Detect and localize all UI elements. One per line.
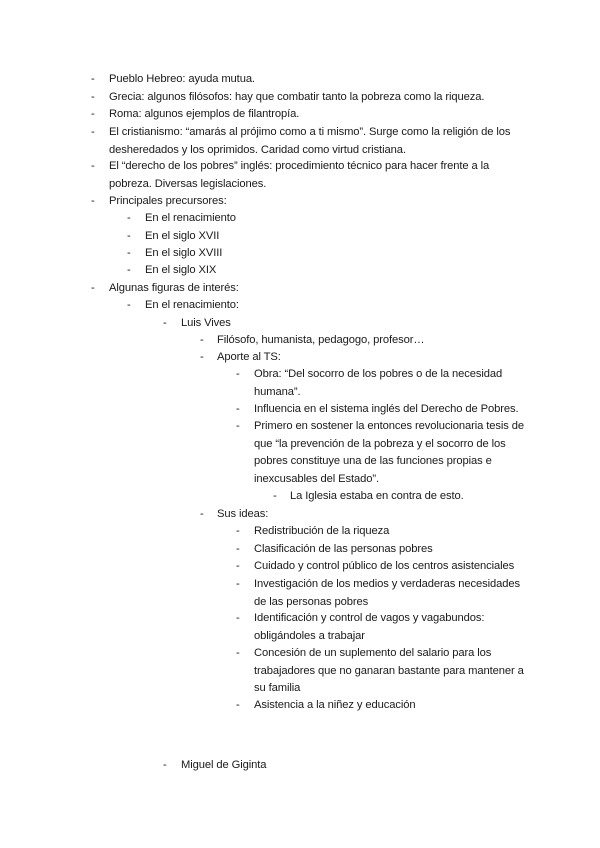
list-item-text: Grecia: algunos filósofos: hay que combatir tanto la pobreza como la riqueza. [109, 91, 485, 103]
bullet-dash: - [236, 368, 240, 380]
list-item-text: El “derecho de los pobres” inglés: procedimiento técnico para hacer frente a la pobreza. Diversas legislaciones. [109, 160, 490, 190]
bullet-dash: - [236, 525, 240, 537]
bullet-dash: - [91, 108, 95, 120]
list-item-text: En el renacimiento [145, 212, 236, 224]
bullet-dash: - [127, 264, 131, 276]
bullet-dash: - [91, 160, 95, 172]
bullet-dash: - [273, 490, 277, 502]
list-item-text: El cristianismo: “amarás al prójimo como a ti mismo”. Surge como la religión de los desheredados y los oprimidos. Caridad como virtud cristiana. [109, 126, 511, 156]
bullet-dash: - [236, 578, 240, 590]
list-item-text: Algunas figuras de interés: [109, 282, 239, 294]
list-item-text: En el siglo XVII [145, 230, 220, 242]
bullet-dash: - [200, 508, 204, 520]
bullet-dash: - [91, 126, 95, 138]
list-item-text: Principales precursores: [109, 195, 227, 207]
bullet-dash: - [127, 247, 131, 259]
bullet-dash: - [127, 212, 131, 224]
bullet-dash: - [236, 699, 240, 711]
list-item-text: Primero en sostener la entonces revolucionaria tesis de que “la prevención de la pobreza y el socorro de los pobres constituye una de las funciones propias e inexcusables del Estado”. [254, 420, 524, 485]
list-item-text: Luis Vives [181, 317, 231, 329]
list-item-text: Roma: algunos ejemplos de filantropía. [109, 108, 300, 120]
bullet-dash: - [236, 420, 240, 432]
bullet-dash: - [236, 647, 240, 659]
list-item-text: Clasificación de las personas pobres [254, 543, 433, 555]
list-item-text: Identificación y control de vagos y vagabundos: obligándoles a trabajar [254, 612, 485, 642]
bullet-dash: - [200, 351, 204, 363]
list-item-text: En el renacimiento: [145, 299, 239, 311]
list-item-text: En el siglo XVIII [145, 247, 223, 259]
bullet-dash: - [127, 299, 131, 311]
list-item-text: Influencia en el sistema inglés del Derecho de Pobres. [254, 403, 519, 415]
list-item-text: Investigación de los medios y verdaderas necesidades de las personas pobres [254, 578, 520, 608]
list-item-text: Filósofo, humanista, pedagogo, profesor… [217, 334, 425, 346]
list-item-text: Miguel de Giginta [181, 759, 267, 771]
list-item-text: Cuidado y control público de los centros asistenciales [254, 560, 515, 572]
bullet-dash: - [127, 230, 131, 242]
list-item-text: Redistribución de la riqueza [254, 525, 390, 537]
bullet-dash: - [163, 317, 167, 329]
list-item-text: Aporte al TS: [217, 351, 281, 363]
bullet-dash: - [200, 334, 204, 346]
list-item-text: Asistencia a la niñez y educación [254, 699, 416, 711]
bullet-dash: - [236, 612, 240, 624]
bullet-dash: - [236, 543, 240, 555]
bullet-dash: - [91, 195, 95, 207]
list-item-text: Pueblo Hebreo: ayuda mutua. [109, 73, 255, 85]
list-item-text: La Iglesia estaba en contra de esto. [290, 490, 464, 502]
list-item-text: Obra: “Del socorro de los pobres o de la necesidad humana”. [254, 368, 503, 398]
list-item-text: En el siglo XIX [145, 264, 217, 276]
list-item-text: Concesión de un suplemento del salario para los trabajadores que no ganaran bastante para mantener a su familia [254, 647, 524, 694]
list-item-text: Sus ideas: [217, 508, 269, 520]
bullet-dash: - [236, 560, 240, 572]
bullet-dash: - [236, 403, 240, 415]
bullet-dash: - [91, 282, 95, 294]
bullet-dash: - [163, 759, 167, 771]
bullet-dash: - [91, 73, 95, 85]
bullet-dash: - [91, 91, 95, 103]
